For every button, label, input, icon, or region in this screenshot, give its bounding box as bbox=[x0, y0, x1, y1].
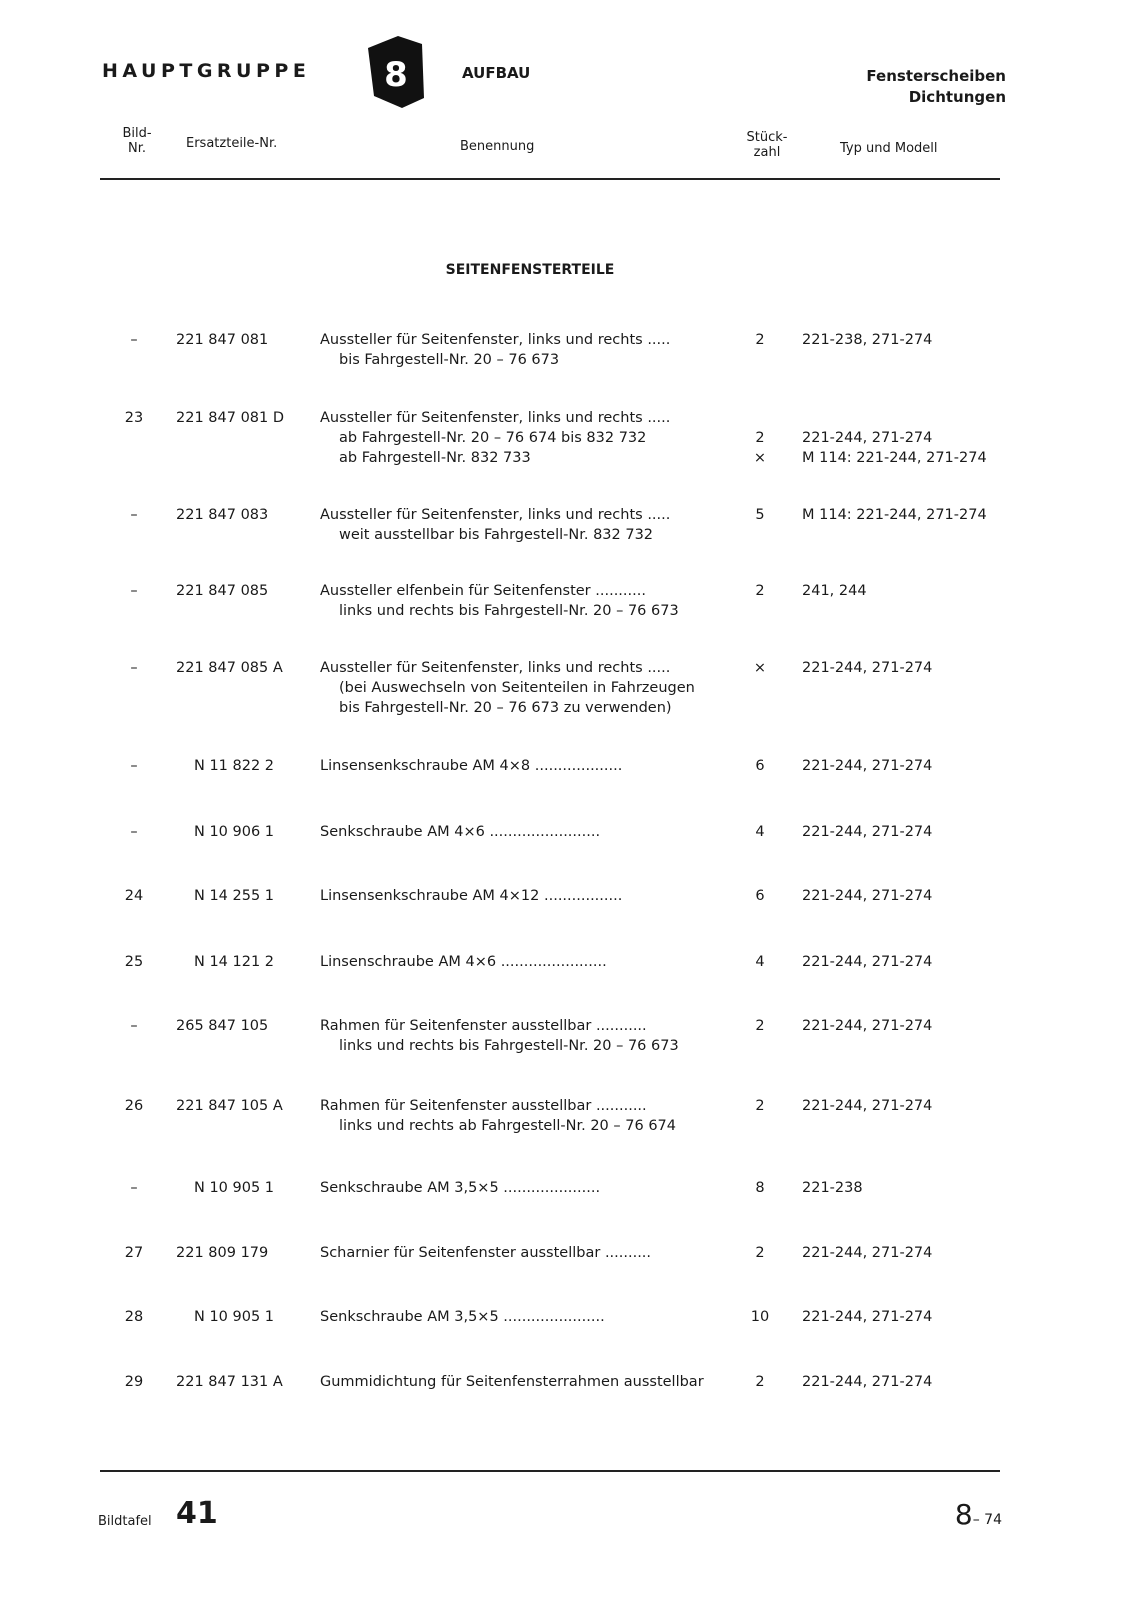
quantity-line: 2 bbox=[755, 583, 765, 599]
bild-nr: – bbox=[130, 660, 138, 676]
type-model bbox=[802, 1096, 1062, 1116]
type-model-line: M 114: 221-244, 271-274 bbox=[802, 450, 987, 466]
description-line: links und rechts ab Fahrgestell-Nr. 20 – 76 674 bbox=[339, 1118, 676, 1134]
part-number: N 10 906 1 bbox=[194, 824, 275, 840]
group-name: AUFBAU bbox=[462, 64, 531, 82]
bild-nr: 23 bbox=[124, 410, 144, 426]
quantity-line: 4 bbox=[755, 954, 765, 970]
description bbox=[320, 756, 730, 776]
quantity bbox=[746, 505, 774, 525]
bild-nr: 26 bbox=[124, 1098, 144, 1114]
bild-nr: 27 bbox=[124, 1245, 144, 1261]
description-line: links und rechts bis Fahrgestell-Nr. 20 – 76 673 bbox=[339, 1038, 679, 1054]
part-number: 221 809 179 bbox=[176, 1245, 269, 1261]
description-line: Aussteller für Seitenfenster, links und rechts ..... bbox=[320, 410, 671, 426]
description-line: bis Fahrgestell-Nr. 20 – 76 673 bbox=[339, 352, 560, 368]
description bbox=[320, 1243, 730, 1263]
description-line: bis Fahrgestell-Nr. 20 – 76 673 zu verwenden) bbox=[339, 700, 672, 716]
bild-nr: – bbox=[130, 1180, 138, 1196]
quantity-line: 2 bbox=[755, 1018, 765, 1034]
quantity bbox=[746, 1178, 774, 1198]
section-title: SEITENFENSTERTEILE bbox=[445, 262, 615, 278]
type-model bbox=[802, 1372, 1062, 1392]
type-model-line: 221-244, 271-274 bbox=[802, 660, 933, 676]
type-model bbox=[802, 505, 1062, 525]
quantity bbox=[746, 1016, 774, 1036]
type-model-line: 221-244, 271-274 bbox=[802, 758, 933, 774]
description-line: Aussteller für Seitenfenster, links und rechts ..... bbox=[320, 332, 671, 348]
description-line: Aussteller elfenbein für Seitenfenster ........... bbox=[320, 583, 646, 599]
description-line: ab Fahrgestell-Nr. 832 733 bbox=[339, 450, 531, 466]
description bbox=[320, 952, 730, 972]
description bbox=[320, 1372, 730, 1392]
type-model-line: 221-244, 271-274 bbox=[802, 888, 933, 904]
quantity bbox=[746, 886, 774, 906]
type-model-line: 221-244, 271-274 bbox=[802, 430, 933, 446]
part-number: 221 847 085 bbox=[176, 583, 269, 599]
bild-nr: – bbox=[130, 758, 138, 774]
quantity-line: 2 bbox=[755, 430, 765, 446]
description-line: Senkschraube AM 4×6 ........................ bbox=[320, 824, 601, 840]
bild-nr: 29 bbox=[124, 1374, 144, 1390]
type-model-line: 221-244, 271-274 bbox=[802, 1309, 933, 1325]
type-model bbox=[802, 1243, 1062, 1263]
group-number: 8 bbox=[384, 55, 408, 95]
description-line: Linsensenkschraube AM 4×12 ................. bbox=[320, 888, 623, 904]
bild-nr: 28 bbox=[124, 1309, 144, 1325]
topic-line-1: Fensterscheiben bbox=[866, 67, 1006, 85]
description-line: Rahmen für Seitenfenster ausstellbar ........... bbox=[320, 1018, 647, 1034]
hauptgruppe-label: HAUPTGRUPPE bbox=[102, 60, 311, 82]
bild-nr: – bbox=[130, 824, 138, 840]
bild-nr: 25 bbox=[124, 954, 144, 970]
col-header-bild: Bild- Nr. bbox=[122, 126, 152, 156]
description bbox=[320, 581, 730, 621]
part-number: 221 847 083 bbox=[176, 507, 269, 523]
quantity-line: 2 bbox=[755, 332, 765, 348]
type-model bbox=[802, 822, 1062, 842]
part-number: N 10 905 1 bbox=[194, 1309, 275, 1325]
part-number: 221 847 081 D bbox=[176, 410, 285, 426]
bildtafel-number: 41 bbox=[176, 1496, 218, 1531]
type-model bbox=[802, 952, 1062, 972]
bild-nr: 24 bbox=[124, 888, 144, 904]
quantity-line: 6 bbox=[755, 888, 765, 904]
quantity bbox=[746, 952, 774, 972]
page-number: 8– 74 bbox=[954, 1498, 1002, 1531]
footer-rule bbox=[100, 1470, 1000, 1472]
col-header-part: Ersatzteile-Nr. bbox=[186, 136, 278, 151]
description-line: Senkschraube AM 3,5×5 ...................... bbox=[320, 1309, 605, 1325]
part-number: N 14 121 2 bbox=[194, 954, 275, 970]
bild-nr: – bbox=[130, 332, 138, 348]
description-line: Linsenschraube AM 4×6 ....................... bbox=[320, 954, 607, 970]
description-line: Scharnier für Seitenfenster ausstellbar .......... bbox=[320, 1245, 652, 1261]
quantity bbox=[746, 822, 774, 842]
group-number-badge bbox=[368, 34, 424, 110]
type-model bbox=[802, 581, 1062, 601]
type-model-line: M 114: 221-244, 271-274 bbox=[802, 507, 987, 523]
type-model bbox=[802, 756, 1062, 776]
description bbox=[320, 1016, 730, 1056]
bildtafel-label: Bildtafel bbox=[98, 1514, 152, 1529]
part-number: 221 847 105 A bbox=[176, 1098, 283, 1114]
quantity-line: 4 bbox=[755, 824, 765, 840]
part-number: N 11 822 2 bbox=[194, 758, 275, 774]
quantity-line: 6 bbox=[755, 758, 765, 774]
part-number: 221 847 131 A bbox=[176, 1374, 283, 1390]
quantity bbox=[746, 658, 774, 678]
description-line: Rahmen für Seitenfenster ausstellbar ........... bbox=[320, 1098, 647, 1114]
type-model bbox=[802, 408, 1062, 468]
type-model-line: 221-238 bbox=[802, 1180, 863, 1196]
part-number: N 10 905 1 bbox=[194, 1180, 275, 1196]
part-number: 265 847 105 bbox=[176, 1018, 269, 1034]
description-line: Aussteller für Seitenfenster, links und rechts ..... bbox=[320, 507, 671, 523]
col-header-type: Typ und Modell bbox=[840, 141, 938, 156]
quantity bbox=[746, 1096, 774, 1116]
quantity-line: 2 bbox=[755, 1245, 765, 1261]
description-line: (bei Auswechseln von Seitenteilen in Fahrzeugen bbox=[339, 680, 695, 696]
quantity-line: 2 bbox=[755, 1374, 765, 1390]
description bbox=[320, 1178, 730, 1198]
bild-nr: – bbox=[130, 1018, 138, 1034]
quantity-line: × bbox=[753, 450, 767, 466]
quantity-line: × bbox=[753, 660, 767, 676]
quantity bbox=[746, 1372, 774, 1392]
type-model bbox=[802, 1307, 1062, 1327]
description bbox=[320, 1307, 730, 1327]
quantity bbox=[746, 581, 774, 601]
description-line: Senkschraube AM 3,5×5 ..................... bbox=[320, 1180, 601, 1196]
description bbox=[320, 408, 730, 468]
description-line: links und rechts bis Fahrgestell-Nr. 20 – 76 673 bbox=[339, 603, 679, 619]
description-line: Gummidichtung für Seitenfensterrahmen ausstellbar bbox=[320, 1374, 704, 1390]
type-model-line: 221-244, 271-274 bbox=[802, 1098, 933, 1114]
col-header-qty: Stück- zahl bbox=[746, 130, 788, 160]
description bbox=[320, 822, 730, 842]
type-model bbox=[802, 1016, 1062, 1036]
quantity bbox=[746, 408, 774, 468]
quantity bbox=[746, 1243, 774, 1263]
bild-nr: – bbox=[130, 507, 138, 523]
page-topic bbox=[866, 66, 1006, 108]
quantity bbox=[746, 330, 774, 350]
quantity bbox=[746, 756, 774, 776]
description bbox=[320, 330, 730, 370]
bild-nr: – bbox=[130, 583, 138, 599]
type-model-line: 221-244, 271-274 bbox=[802, 824, 933, 840]
type-model-line: 221-244, 271-274 bbox=[802, 954, 933, 970]
quantity-line: 10 bbox=[750, 1309, 770, 1325]
type-model-line: 221-244, 271-274 bbox=[802, 1018, 933, 1034]
col-header-desc: Benennung bbox=[460, 139, 535, 154]
description-line: Aussteller für Seitenfenster, links und rechts ..... bbox=[320, 660, 671, 676]
type-model-line: 221-244, 271-274 bbox=[802, 1245, 933, 1261]
description bbox=[320, 1096, 730, 1136]
type-model-line bbox=[802, 408, 1062, 428]
quantity bbox=[746, 1307, 774, 1327]
type-model-line: 221-238, 271-274 bbox=[802, 332, 933, 348]
description-line: Linsensenkschraube AM 4×8 ................... bbox=[320, 758, 623, 774]
type-model-line: 221-244, 271-274 bbox=[802, 1374, 933, 1390]
type-model bbox=[802, 330, 1062, 350]
quantity-line: 5 bbox=[755, 507, 765, 523]
description bbox=[320, 505, 730, 545]
type-model bbox=[802, 1178, 1062, 1198]
description bbox=[320, 658, 730, 718]
type-model bbox=[802, 886, 1062, 906]
header-rule bbox=[100, 178, 1000, 180]
quantity-line bbox=[746, 408, 774, 428]
type-model-line: 241, 244 bbox=[802, 583, 867, 599]
quantity-line: 2 bbox=[755, 1098, 765, 1114]
type-model bbox=[802, 658, 1062, 678]
part-number: 221 847 081 bbox=[176, 332, 269, 348]
part-number: 221 847 085 A bbox=[176, 660, 283, 676]
description-line: ab Fahrgestell-Nr. 20 – 76 674 bis 832 732 bbox=[339, 430, 647, 446]
quantity-line: 8 bbox=[755, 1180, 765, 1196]
description-line: weit ausstellbar bis Fahrgestell-Nr. 832 732 bbox=[339, 527, 654, 543]
description bbox=[320, 886, 730, 906]
topic-line-2: Dichtungen bbox=[908, 88, 1006, 106]
part-number: N 14 255 1 bbox=[194, 888, 275, 904]
